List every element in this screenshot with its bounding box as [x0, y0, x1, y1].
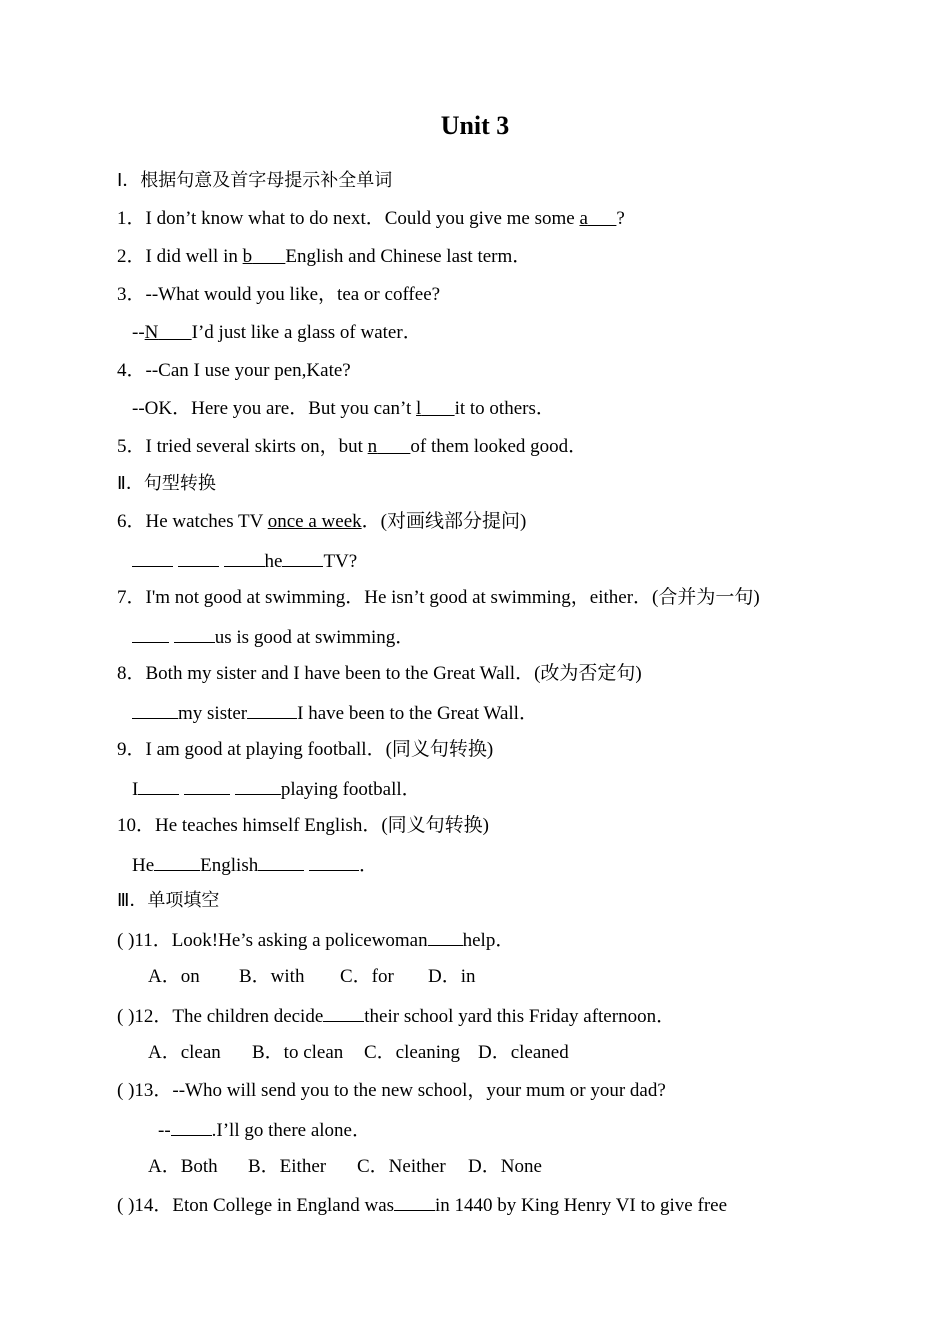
option-a: A．on — [148, 966, 200, 987]
question-10-answer-start: He — [132, 855, 155, 876]
question-12-text: ( )12．The children decide — [117, 1006, 324, 1027]
question-10-text: 10．He teaches himself English． — [117, 815, 382, 836]
question-11-end: help． — [462, 930, 515, 951]
question-10 — [117, 814, 489, 838]
page-title: Unit 3 — [440, 111, 510, 140]
question-6 — [117, 510, 526, 534]
question-3-reply-text: I’d just like a glass of water． — [191, 322, 422, 343]
question-10-answer-end: ． — [358, 855, 378, 876]
option-a: A．Both — [148, 1156, 218, 1177]
question-6-answer — [132, 548, 357, 574]
question-6-end: ． — [361, 511, 381, 532]
option-b: B．with — [239, 966, 305, 987]
question-9 — [117, 738, 493, 762]
question-4-hint: l — [416, 398, 422, 419]
question-5 — [117, 435, 587, 459]
question-8 — [117, 662, 642, 686]
question-12-options — [148, 1041, 569, 1065]
question-7-text: 7．I'm not good at swimming．He isn’t good at swimming，either． — [117, 587, 653, 608]
answer-blank — [282, 548, 323, 567]
option-d: D．cleaned — [478, 1042, 569, 1063]
option-d: D．None — [468, 1156, 542, 1177]
question-9-note: (同义句转换) — [385, 739, 494, 760]
question-8-answer-text: I have been to the Great Wall． — [297, 703, 538, 724]
option-c: C．Neither — [357, 1156, 446, 1177]
question-4: 4．--Can I use your pen,Kate? — [117, 360, 351, 381]
answer-blank — [258, 852, 304, 871]
option-b: B．to clean — [252, 1042, 344, 1063]
answer-blank — [154, 852, 200, 871]
question-6-text: 6．He watches TV — [117, 511, 268, 532]
question-4-reply-text: --OK．Here you are．But you can’t — [132, 398, 417, 419]
question-7-answer — [132, 624, 414, 650]
question-6-answer-word: he — [264, 551, 283, 572]
question-6-note: (对画线部分提问) — [380, 511, 527, 532]
question-3-reply-dash: -- — [132, 322, 145, 343]
question-3-hint: N — [144, 322, 159, 343]
question-6-answer-end: TV? — [323, 551, 358, 572]
answer-blank — [171, 1117, 212, 1136]
question-8-answer — [132, 700, 538, 726]
answer-blank — [235, 776, 281, 795]
question-8-answer-word: my sister — [178, 703, 248, 724]
question-8-note: (改为否定句) — [534, 663, 642, 684]
answer-blank — [132, 700, 178, 719]
question-11-text: ( )11．Look!He’s asking a policewoman — [117, 930, 428, 951]
question-1-blank — [579, 208, 616, 229]
question-4-end: it to others． — [454, 398, 555, 419]
question-14 — [117, 1192, 727, 1218]
answer-blank — [178, 548, 219, 567]
option-d: D．in — [428, 966, 476, 987]
answer-blank — [247, 700, 297, 719]
question-13-reply-dash: -- — [158, 1120, 171, 1141]
question-9-answer — [132, 776, 421, 802]
option-a: A．clean — [148, 1042, 221, 1063]
question-5-end: of them looked good． — [410, 436, 588, 457]
answer-blank — [428, 927, 463, 946]
answer-blank — [224, 548, 265, 567]
question-7 — [117, 586, 760, 610]
question-9-answer-text: playing football． — [280, 779, 421, 800]
question-11-options — [148, 965, 476, 989]
question-14-text: ( )14．Eton College in England was — [117, 1195, 395, 1216]
answer-blank — [184, 776, 230, 795]
question-4-reply — [132, 397, 555, 421]
section-3-heading: Ⅲ．单项填空 — [117, 890, 220, 911]
question-13-reply — [158, 1117, 371, 1143]
question-10-answer-word: English — [200, 855, 259, 876]
section-1-heading: I．根据句意及首字母提示补全单词 — [117, 170, 393, 191]
question-8-text: 8．Both my sister and I have been to the Great Wall． — [117, 663, 535, 684]
question-12-end: their school yard this Friday afternoon． — [364, 1006, 676, 1027]
question-13-reply-text: .I’ll go there alone． — [211, 1120, 371, 1141]
answer-blank — [309, 852, 359, 871]
question-2-end: English and Chinese last term． — [285, 246, 532, 267]
question-5-hint: n — [367, 436, 378, 457]
answer-blank — [323, 1003, 364, 1022]
question-2-blank — [243, 246, 286, 267]
section-2-heading: Ⅱ．句型转换 — [117, 473, 216, 494]
question-13-options — [148, 1155, 542, 1179]
question-9-answer-start: I — [132, 779, 139, 800]
question-1-end: ? — [616, 208, 625, 229]
question-1 — [117, 207, 625, 231]
answer-blank — [132, 548, 173, 567]
question-2-hint: b — [242, 246, 253, 267]
question-11 — [117, 927, 514, 953]
question-7-note: (合并为一句) — [652, 587, 760, 608]
question-10-answer — [132, 852, 378, 878]
question-12 — [117, 1003, 675, 1029]
question-6-underlined: once a week — [267, 511, 362, 532]
answer-blank — [394, 1192, 435, 1211]
option-b: B．Either — [248, 1156, 327, 1177]
option-c: C．cleaning — [364, 1042, 461, 1063]
question-9-text: 9．I am good at playing football． — [117, 739, 386, 760]
question-3-reply — [132, 321, 422, 345]
answer-blank — [138, 776, 179, 795]
option-c: C．for — [340, 966, 394, 987]
question-1-hint: a — [579, 208, 588, 229]
question-2-text: 2．I did well in — [117, 246, 243, 267]
question-5-blank — [368, 436, 411, 457]
question-7-answer-text: us is good at swimming． — [214, 627, 415, 648]
question-2 — [117, 245, 531, 269]
question-5-text: 5．I tried several skirts on，but — [117, 436, 368, 457]
question-3: 3．--What would you like，tea or coffee? — [117, 284, 441, 305]
question-13: ( )13．--Who will send you to the new school，your mum or your dad? — [117, 1080, 666, 1101]
answer-blank — [174, 624, 215, 643]
answer-blank — [132, 624, 169, 643]
question-4-blank — [416, 398, 455, 419]
question-10-note: (同义句转换) — [381, 815, 490, 836]
question-14-end: in 1440 by King Henry VI to give free — [435, 1195, 728, 1216]
question-1-text: 1．I don’t know what to do next．Could you give me some — [117, 208, 580, 229]
question-3-blank — [145, 322, 192, 343]
